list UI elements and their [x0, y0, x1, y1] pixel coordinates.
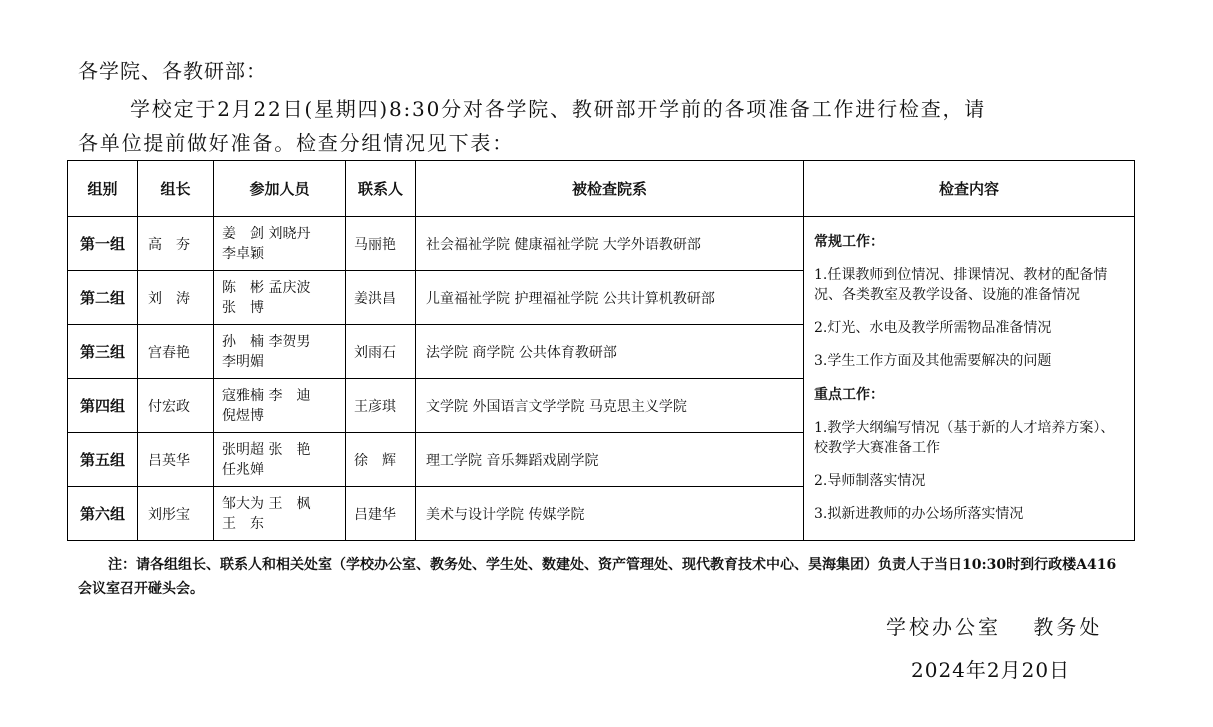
group-departments: 美术与设计学院 传媒学院: [416, 487, 804, 541]
member-line: 陈 彬 孟庆波: [222, 279, 311, 296]
intro-line-2: 各单位提前做好准备。检查分组情况见下表：: [78, 131, 514, 155]
group-contact: 吕建华: [346, 487, 416, 541]
inspection-content: [804, 217, 1135, 541]
table-row: [68, 217, 1135, 271]
group-name: 第四组: [68, 379, 138, 433]
member-line: 李卓颖: [222, 245, 264, 262]
group-contact: 姜洪昌: [346, 271, 416, 325]
group-leader: 刘 涛: [138, 271, 214, 325]
signature: 学校办公室 教务处: [886, 615, 1103, 639]
group-contact: 王彦琪: [346, 379, 416, 433]
group-departments: 法学院 商学院 公共体育教研部: [416, 325, 804, 379]
header-leader: 组长: [138, 161, 214, 217]
member-line: 倪煜博: [222, 407, 264, 424]
key-item: 2.导师制落实情况: [814, 473, 926, 489]
group-members: [214, 217, 346, 271]
group-departments: 社会福祉学院 健康福祉学院 大学外语教研部: [416, 217, 804, 271]
routine-title: 常规工作：: [814, 234, 884, 250]
group-name: 第二组: [68, 271, 138, 325]
note-text: 注：请各组组长、联系人和相关处室（学校办公室、教务处、学生处、数建处、资产管理处、现代教育技术中心、昊海集团）负责人于当日10:30时到行政楼A416会议室召开碰头会。: [78, 557, 1117, 597]
member-line: 孙 楠 李贺男: [222, 333, 311, 350]
group-name: 第六组: [68, 487, 138, 541]
group-departments: 文学院 外国语言文学学院 马克思主义学院: [416, 379, 804, 433]
group-members: [214, 433, 346, 487]
group-leader: 付宏政: [138, 379, 214, 433]
inspection-table: [67, 160, 1135, 541]
member-line: 寇雅楠 李 迪: [222, 387, 311, 404]
member-line: 张明超 张 艳: [222, 441, 311, 458]
group-leader: 吕英华: [138, 433, 214, 487]
table-header-row: [68, 161, 1135, 217]
group-members: [214, 271, 346, 325]
group-leader: 宫春艳: [138, 325, 214, 379]
member-line: 王 东: [222, 515, 264, 532]
header-departments: 被检查院系: [416, 161, 804, 217]
salutation: 各学院、各教研部：: [78, 59, 267, 83]
group-departments: 理工学院 音乐舞蹈戏剧学院: [416, 433, 804, 487]
routine-item: 2.灯光、水电及教学所需物品准备情况: [814, 320, 1052, 336]
intro-line-1: 学校定于2月22日(星期四)8:30分对各学院、教研部开学前的各项准备工作进行检查，请: [130, 97, 987, 121]
group-members: [214, 487, 346, 541]
group-departments: 儿童福祉学院 护理福祉学院 公共计算机教研部: [416, 271, 804, 325]
group-contact: 徐 辉: [346, 433, 416, 487]
member-line: 张 博: [222, 299, 264, 316]
key-item: 3.拟新进教师的办公场所落实情况: [814, 506, 1024, 522]
group-contact: 马丽艳: [346, 217, 416, 271]
group-name: 第三组: [68, 325, 138, 379]
header-group: 组别: [68, 161, 138, 217]
routine-item: 3.学生工作方面及其他需要解决的问题: [814, 353, 1052, 369]
group-name: 第五组: [68, 433, 138, 487]
group-name: 第一组: [68, 217, 138, 271]
group-leader: 刘彤宝: [138, 487, 214, 541]
note: [78, 553, 1118, 601]
member-line: 姜 剑 刘晓丹: [222, 225, 311, 242]
group-members: [214, 379, 346, 433]
routine-item: 1.任课教师到位情况、排课情况、教材的配备情况、各类教室及教学设备、设施的准备情况: [814, 267, 1108, 303]
key-title: 重点工作：: [814, 387, 884, 403]
member-line: 李明媚: [222, 353, 264, 370]
group-members: [214, 325, 346, 379]
header-members: 参加人员: [214, 161, 346, 217]
header-content: 检查内容: [804, 161, 1135, 217]
key-item: 1.教学大纲编写情况（基于新的人才培养方案）、校教学大赛准备工作: [814, 420, 1115, 456]
member-line: 邹大为 王 枫: [222, 495, 311, 512]
header-contact: 联系人: [346, 161, 416, 217]
group-leader: 高 夯: [138, 217, 214, 271]
member-line: 任兆婵: [222, 461, 264, 478]
date: 2024年2月20日: [911, 658, 1071, 682]
group-contact: 刘雨石: [346, 325, 416, 379]
